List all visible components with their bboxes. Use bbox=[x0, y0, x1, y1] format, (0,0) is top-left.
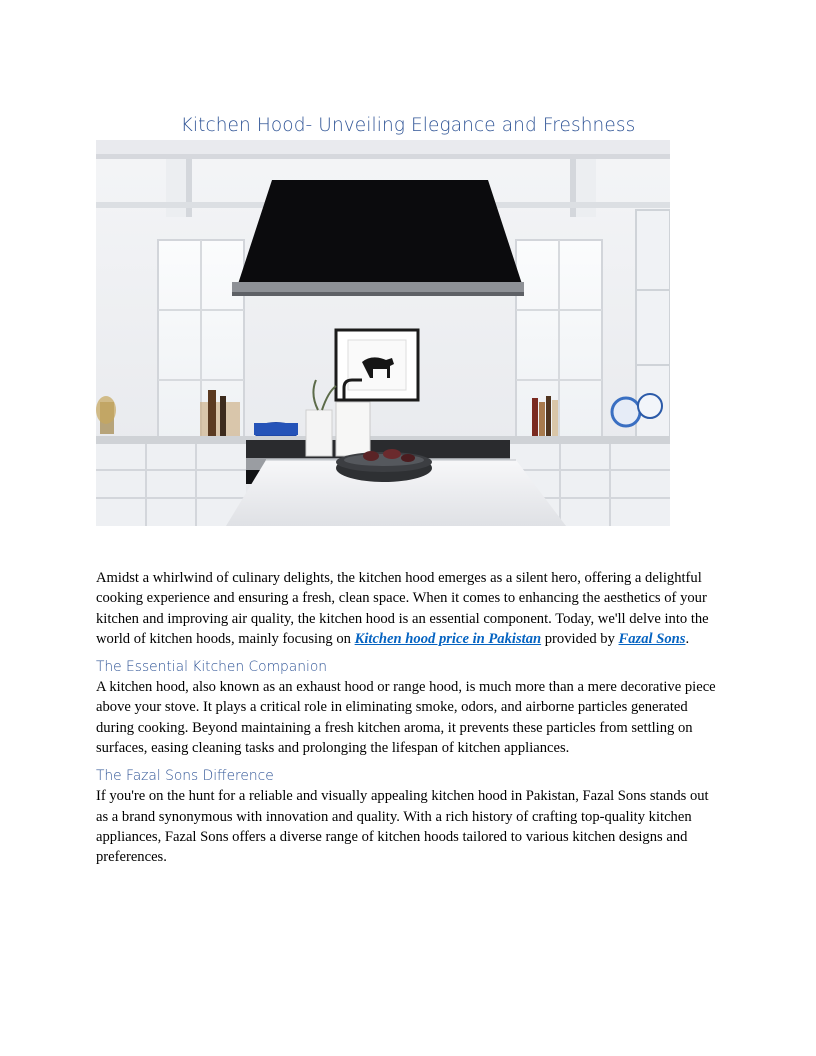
intro-paragraph bbox=[96, 568, 720, 649]
intro-text-middle: provided by bbox=[541, 630, 619, 647]
article-body bbox=[96, 568, 720, 868]
section-body-fazal-sons-difference: If you're on the hunt for a reliable and visually appealing kitchen hood in Pakistan, Fazal Sons stands out as a brand synonymous with innovation and quality. With a rich history of crafting top-quality kitchen appliances, Fazal Sons offers a diverse range of kitchen hoods tailored to various kitchen designs and preferences. bbox=[96, 788, 709, 866]
section-body-essential-companion: A kitchen hood, also known as an exhaust hood or range hood, is much more than a mere decorative piece above your stove. It plays a critical role in eliminating smoke, odors, and airborne particles generated during cooking. Beyond maintaining a fresh kitchen aroma, it prevents these particles from settling on surfaces, easing cleaning tasks and prolonging the lifespan of kitchen appliances. bbox=[96, 679, 716, 757]
fazal-sons-link[interactable]: Fazal Sons bbox=[618, 630, 686, 647]
page-title: Kitchen Hood- Unveiling Elegance and Freshness bbox=[180, 115, 636, 136]
kitchen-hood-price-link[interactable]: Kitchen hood price in Pakistan bbox=[354, 630, 542, 647]
intro-text-end: . bbox=[685, 630, 690, 647]
section-heading-essential-companion: The Essential Kitchen Companion bbox=[96, 659, 328, 676]
intro-text: Amidst a whirlwind of culinary delights, the kitchen hood emerges as a silent hero, offering a delightful cooking experience and ensuring a fresh, clean space. When it comes to enhancing the aesthetics of your kitchen and improving air quality, the kitchen hood is an essential component. Today, we'll delve into the world of kitchen hoods, mainly focusing on bbox=[96, 570, 709, 647]
section-heading-fazal-sons-difference: The Fazal Sons Difference bbox=[96, 768, 274, 785]
kitchen-hood-photo bbox=[96, 140, 670, 526]
